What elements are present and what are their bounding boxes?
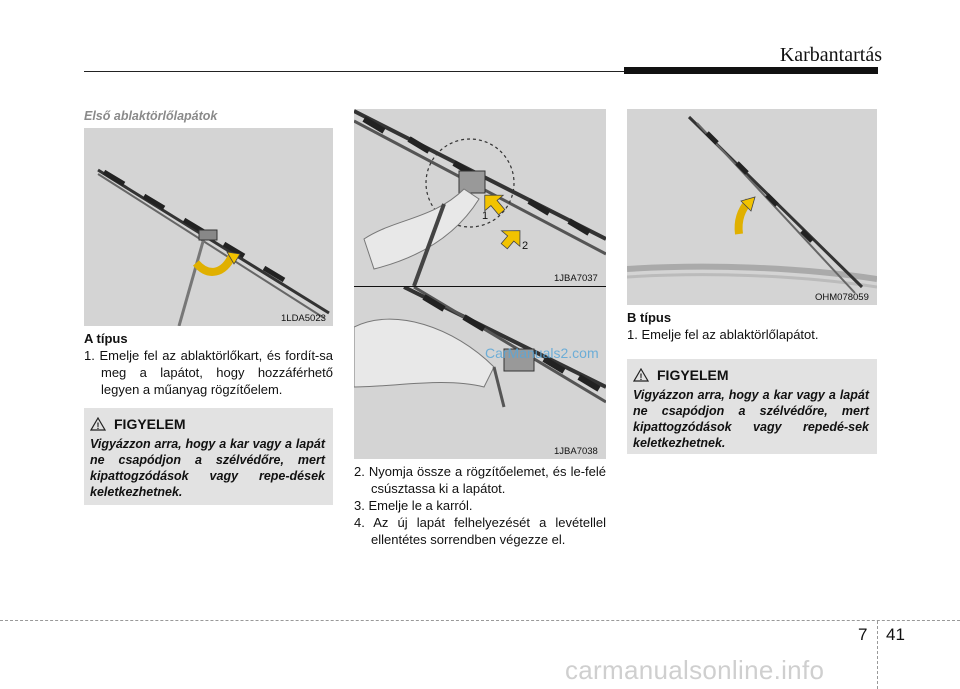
step-text: 2. Nyomja össze a rögzítőelemet, és le-felé csúsztassa ki a lapátot. — [354, 464, 606, 496]
svg-text:!: ! — [96, 421, 100, 431]
step-text: 4. Az új lapát felhelyezését a levétellel ellentétes sorrendben végezze el. — [354, 515, 606, 547]
figure-code: 1JBA7038 — [554, 446, 598, 457]
wiper-illustration — [84, 128, 333, 326]
callout-label: 1 — [482, 210, 489, 222]
svg-text:!: ! — [639, 372, 643, 382]
footer-dashed-rule — [0, 620, 960, 621]
step-text: 1. Emelje fel az ablaktörlőlapátot. — [627, 327, 819, 342]
callout-label: 2 — [522, 240, 529, 252]
figure-code: OHM078059 — [815, 292, 869, 303]
col3-text — [627, 309, 877, 343]
page-number: 41 — [886, 625, 905, 644]
header-rule — [84, 71, 624, 72]
figure-code: 1LDA5023 — [281, 313, 326, 324]
figure-wiper-remove — [354, 287, 606, 459]
warning-triangle-icon — [90, 417, 106, 431]
header-rule-thick — [624, 67, 878, 74]
col2-text — [354, 463, 606, 548]
type-label: A típus — [84, 331, 128, 346]
wiper-remove-illustration — [354, 287, 606, 459]
warning-title: FIGYELEM — [657, 367, 729, 383]
figure-wiper-clip — [354, 109, 606, 286]
col1-text — [84, 330, 333, 398]
wiper-clip-illustration — [354, 109, 606, 286]
figure-wiper-type-a — [84, 128, 333, 326]
header-title: Karbantartás — [779, 44, 882, 66]
warning-title: FIGYELEM — [114, 416, 186, 432]
warning-box — [84, 408, 333, 505]
footer-site: carmanualsonline.info — [565, 655, 825, 685]
warning-triangle-icon — [633, 368, 649, 382]
footer-dashed-divider — [877, 621, 878, 689]
wiper-lift-illustration — [627, 109, 877, 305]
figure-wiper-type-b — [627, 109, 877, 305]
warning-text: Vigyázzon arra, hogy a kar vagy a lapát ne csapódjon a szélvédőre, mert kipattogzódások vagy repe-dések keletkezhetnek. — [90, 437, 325, 499]
section-title: Első ablaktörlőlapátok — [84, 109, 218, 123]
step-text: 3. Emelje le a karról. — [354, 498, 473, 513]
step-text: 1. Emelje fel az ablaktörlőkart, és fordít-sa meg a lapátot, hogy hozzáférhető legyen a műanyag rögzítőelem. — [84, 348, 333, 397]
warning-text: Vigyázzon arra, hogy a kar vagy a lapát ne csapódjon a szélvédőre, mert kipattogzódások vagy repedé-sek keletkezhetnek. — [633, 388, 869, 450]
warning-box — [627, 359, 877, 454]
watermark-text: CarManuals2.com — [485, 345, 599, 361]
warning-heading — [90, 416, 325, 432]
warning-heading — [633, 367, 869, 383]
figure-code: 1JBA7037 — [554, 273, 598, 284]
type-label: B típus — [627, 310, 672, 325]
chapter-number: 7 — [858, 625, 868, 644]
